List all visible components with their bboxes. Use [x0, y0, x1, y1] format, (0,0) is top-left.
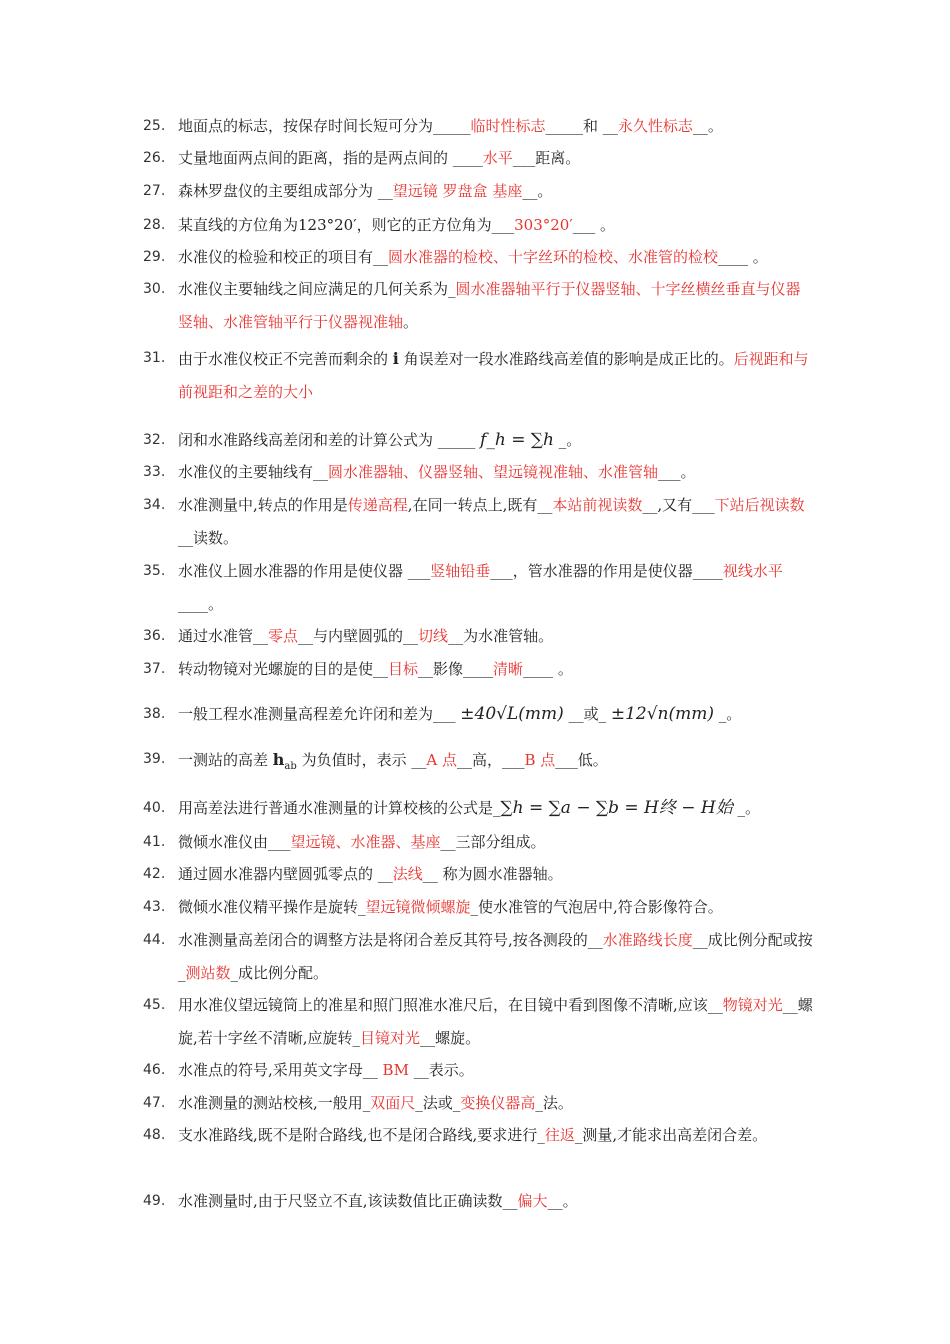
question-number: 42.: [143, 866, 166, 882]
answer-text: 望远镜 罗盘盒 基座: [392, 182, 523, 200]
question-fragment: __与内壁圆弧的__: [298, 627, 419, 645]
question-fragment: 丈量地面两点间的距离，指的是两点间的 ____: [178, 149, 483, 167]
question-fragment: __。: [522, 182, 553, 200]
question-fragment: 通过圆水准器内壁圆弧零点的 __: [178, 865, 393, 883]
question-text: [178, 1054, 813, 1087]
question-fragment: 水准测量时,由于尺竖立不直,该读数值比正确读数__: [178, 1192, 518, 1210]
question-fragment: 。: [403, 313, 419, 331]
answer-text: 圆水准器轴平行于仪器竖轴、十字丝横丝垂直与仪器竖轴、水准管轴平行于仪器视准轴: [178, 280, 801, 331]
question-number: 29.: [143, 249, 166, 265]
question-item: [143, 110, 813, 143]
question-number: 35.: [143, 563, 166, 579]
answer-text: B 点: [524, 751, 556, 769]
question-item: [143, 209, 813, 242]
question-fragment: 支水准路线,既不是附合路线,也不是闭合路线,要求进行_: [178, 1126, 545, 1144]
question-fragment: __螺旋。: [420, 1029, 481, 1047]
question-number: 49.: [143, 1193, 166, 1209]
answer-text: 圆水准器轴、仪器竖轴、望远镜视准轴、水准管轴: [328, 463, 659, 481]
question-item: [143, 792, 813, 825]
answer-text: 变换仪器高: [460, 1094, 536, 1112]
question-number: 46.: [143, 1062, 166, 1078]
question-number: 33.: [143, 464, 166, 480]
question-item: [143, 743, 813, 783]
question-fragment: __三部分组成。: [440, 833, 546, 851]
question-fragment: __表示。: [408, 1061, 474, 1079]
question-number: 48.: [143, 1127, 166, 1143]
question-text: [178, 792, 813, 825]
question-fragment: 水准仪的主要轴线有__: [178, 463, 329, 481]
question-number: 30.: [143, 281, 166, 297]
question-text: [178, 653, 813, 686]
question-text: [178, 826, 813, 859]
answer-text: 物镜对光: [722, 996, 783, 1014]
question-number: 34.: [143, 497, 166, 513]
question-fragment: __读数。: [178, 529, 239, 547]
answer-text: 法线: [392, 865, 423, 883]
question-item: [143, 1119, 813, 1152]
question-fragment: ___ 。: [572, 216, 616, 234]
answer-text: 永久性标志: [617, 117, 693, 135]
question-text: [178, 175, 813, 208]
question-item: [143, 620, 813, 653]
question-fragment: _____和 __: [545, 117, 618, 135]
question-text: [178, 743, 813, 783]
question-fragment: ___，管水准器的作用是使仪器____: [490, 562, 723, 580]
question-fragment: __高，___: [456, 751, 525, 769]
question-item: [143, 698, 813, 731]
answer-text: 望远镜、水准器、基座: [290, 833, 441, 851]
question-item: [143, 555, 813, 621]
question-text: [178, 698, 813, 731]
answer-text: BM: [382, 1061, 409, 1079]
symbol: h: [272, 750, 285, 769]
answer-text: 临时性标志: [470, 117, 546, 135]
answer-text: 往返: [544, 1126, 575, 1144]
question-item: [143, 891, 813, 924]
question-fragment: 微倾水准仪精平操作是旋转_: [178, 898, 366, 916]
question-number: 31.: [143, 350, 166, 366]
question-fragment: __影像____: [418, 660, 494, 678]
question-number: 45.: [143, 997, 166, 1013]
answer-text: 目镜对光: [360, 1029, 421, 1047]
formula: ±40√L(mm): [460, 704, 564, 724]
question-fragment: 地面点的标志，按保存时间长短可分为_____: [178, 117, 471, 135]
question-text: [178, 858, 813, 891]
formula: f_h = ∑h: [480, 430, 554, 450]
question-fragment: 水准点的符号,采用英文字母__: [178, 1061, 383, 1079]
question-item: [143, 342, 813, 409]
question-number: 43.: [143, 899, 166, 915]
question-fragment: __。: [547, 1192, 578, 1210]
answer-text: 双面尺: [370, 1094, 416, 1112]
question-fragment: _。: [553, 431, 582, 449]
question-number: 39.: [143, 751, 166, 767]
question-fragment: ,在同一转点上,既有__: [407, 496, 553, 514]
answer-text: 零点: [268, 627, 299, 645]
answer-text: 下站后视读数: [714, 496, 805, 514]
question-fragment: 某直线的方位角为123°20′，则它的正方位角为___: [178, 216, 515, 234]
question-text: [178, 241, 813, 274]
question-item: [143, 858, 813, 891]
answer-text: 望远镜微倾螺旋: [365, 898, 471, 916]
question-text: [178, 555, 813, 621]
answer-text: 竖轴铅垂: [430, 562, 491, 580]
answer-text: 目标: [388, 660, 419, 678]
question-text: [178, 924, 813, 990]
question-fragment: 转动物镜对光螺旋的目的是使__: [178, 660, 389, 678]
question-fragment: 由于水准仪校正不完善而剩余的: [178, 350, 393, 368]
question-text: [178, 1119, 813, 1152]
question-fragment: _。: [714, 705, 742, 723]
question-fragment: 用水准仪望远镜筒上的准星和照门照准水准尺后，在目镜中看到图像不清晰,应该__: [178, 996, 723, 1014]
question-text: [178, 1185, 813, 1218]
question-item: [143, 424, 813, 457]
question-number: 27.: [143, 183, 166, 199]
answer-text: 后视距和与前视距和之差的大小: [178, 350, 809, 401]
question-fragment: _法。: [535, 1094, 573, 1112]
question-fragment: __螺旋,若十字丝不清晰,应旋转_: [178, 996, 813, 1047]
question-fragment: 一测站的高差: [178, 751, 273, 769]
question-text: [178, 989, 813, 1055]
question-fragment: __。: [692, 117, 723, 135]
question-fragment: 闭和水准路线高差闭和差的计算公式为 _____: [178, 431, 481, 449]
question-item: [143, 273, 813, 339]
answer-text: 视线水平: [722, 562, 783, 580]
question-text: [178, 424, 813, 457]
answer-text: 切线: [418, 627, 449, 645]
question-fragment: ___。: [658, 463, 696, 481]
question-number: 37.: [143, 661, 166, 677]
question-fragment: __成比例分配或按_: [178, 931, 813, 982]
answer-text: A 点: [426, 751, 457, 769]
question-fragment: __,又有___: [642, 496, 715, 514]
question-fragment: 水准测量高差闭合的调整方法是将闭合差反其符号,按各测段的__: [178, 931, 603, 949]
question-item: [143, 241, 813, 274]
question-item: [143, 826, 813, 859]
question-text: [178, 209, 813, 242]
formula: ±12√n(mm): [610, 704, 715, 724]
question-text: [178, 489, 813, 555]
question-fragment: 用高差法进行普通水准测量的计算校核的公式是_: [178, 799, 501, 817]
answer-text: 圆水准器的检校、十字丝环的检校、水准管的检校: [388, 248, 719, 266]
question-item: [143, 1185, 813, 1218]
formula: ∑h = ∑a − ∑b = H终 − H始: [500, 798, 733, 818]
question-text: [178, 620, 813, 653]
question-fragment: _成比例分配。: [230, 964, 329, 982]
question-fragment: __或_: [563, 705, 611, 723]
answer-text: 水平: [482, 149, 513, 167]
question-number: 41.: [143, 834, 166, 850]
question-fragment: ____。: [178, 595, 224, 613]
answer-text: 水准路线长度: [602, 931, 693, 949]
question-item: [143, 924, 813, 990]
question-fragment: 一般工程水准测量高程差允许闭和差为___: [178, 705, 461, 723]
question-fragment: ____ 。: [718, 248, 768, 266]
question-item: [143, 989, 813, 1055]
question-item: [143, 142, 813, 175]
question-fragment: 水准仪的检验和校正的项目有__: [178, 248, 389, 266]
question-fragment: ___距离。: [512, 149, 581, 167]
question-fragment: 森林罗盘仪的主要组成部分为 __: [178, 182, 393, 200]
question-text: [178, 142, 813, 175]
answer-text: 偏大: [517, 1192, 548, 1210]
question-item: [143, 456, 813, 489]
question-text: [178, 891, 813, 924]
question-fragment: 水准仪主要轴线之间应满足的几何关系为_: [178, 280, 456, 298]
question-item: [143, 489, 813, 555]
question-fragment: _测量,才能求出高差闭合差。: [574, 1126, 768, 1144]
question-text: [178, 110, 813, 143]
question-text: [178, 1087, 813, 1120]
question-fragment: 水准仪上圆水准器的作用是使仪器 ___: [178, 562, 431, 580]
question-number: 38.: [143, 706, 166, 722]
question-item: [143, 1087, 813, 1120]
question-number: 28.: [143, 217, 166, 233]
answer-text: 本站前视读数: [552, 496, 643, 514]
subscript: ab: [284, 761, 297, 772]
question-fragment: 微倾水准仪由___: [178, 833, 291, 851]
question-fragment: 为负值时，表示 __: [296, 751, 427, 769]
question-fragment: 通过水准管__: [178, 627, 269, 645]
question-item: [143, 1054, 813, 1087]
question-fragment: __为水准管轴。: [448, 627, 554, 645]
question-fragment: _法或_: [415, 1094, 461, 1112]
question-fragment: 水准测量中,转点的作用是: [178, 496, 348, 514]
question-fragment: _。: [732, 799, 761, 817]
question-number: 26.: [143, 150, 166, 166]
question-number: 36.: [143, 628, 166, 644]
answer-text: 清晰: [493, 660, 524, 678]
answer-text: 测站数: [185, 964, 231, 982]
question-text: [178, 456, 813, 489]
question-number: 44.: [143, 932, 166, 948]
question-number: 32.: [143, 432, 166, 448]
question-fragment: __ 称为圆水准器轴。: [422, 865, 563, 883]
question-fragment: ___低。: [555, 751, 608, 769]
question-number: 25.: [143, 118, 166, 134]
answer-text: 传递高程: [347, 496, 408, 514]
question-text: [178, 273, 813, 339]
question-number: 47.: [143, 1095, 166, 1111]
question-item: [143, 653, 813, 686]
question-fragment: _使水准管的气泡居中,符合影像符合。: [470, 898, 723, 916]
question-fragment: 水准测量的测站校核,一般用_: [178, 1094, 371, 1112]
symbol: i: [392, 349, 399, 368]
question-fragment: ____ 。: [523, 660, 573, 678]
answer-text: 303°20′: [514, 216, 573, 234]
question-text: [178, 342, 813, 409]
question-item: [143, 175, 813, 208]
question-number: 40.: [143, 800, 166, 816]
question-fragment: 角误差对一段水准路线高差值的影响是成正比的。: [398, 350, 734, 368]
